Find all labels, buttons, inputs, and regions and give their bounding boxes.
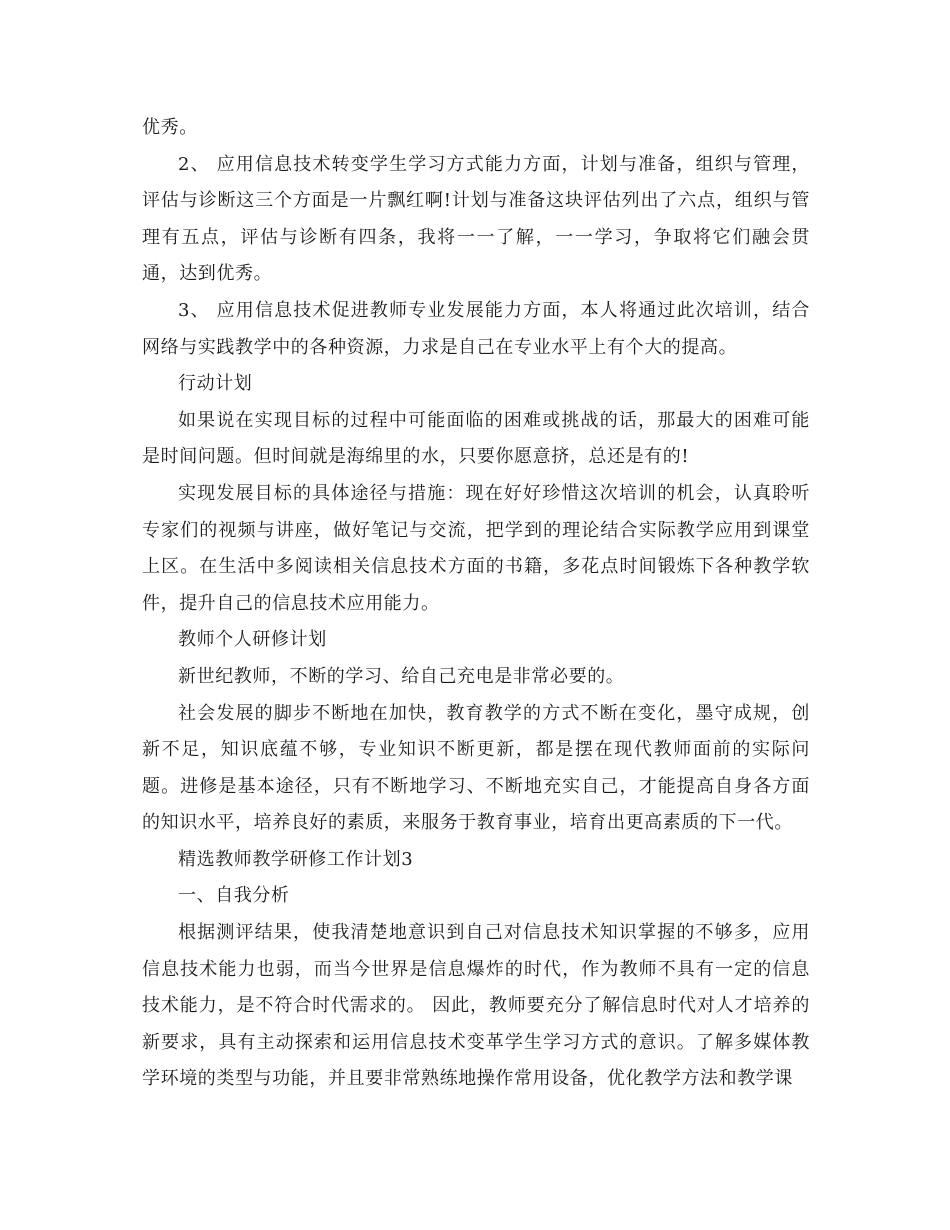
paragraph-challenges: 如果说在实现目标的过程中可能面临的困难或挑战的话，那最大的困难可能是时间问题。但时间就是海绵里的水，只要你愿意挤，总还是有的! [142,409,810,468]
paragraph-measures: 实现发展目标的具体途径与措施：现在好好珍惜这次培训的机会，认真聆听专家们的视频与讲座，做好笔记与交流，把学到的理论结合实际教学应用到课堂上区。在生活中多阅读相关信息技术方面的书籍，多花点时间锻炼下各种教学软件，提升自己的信息技术应用能力。 [142,482,810,614]
paragraph-item-2: 2、 应用信息技术转变学生学习方式能力方面，计划与准备，组织与管理，评估与诊断这三个方面是一片飘红啊!计划与准备这块评估列出了六点，组织与管理有五点，评估与诊断有四条，我将一一了解，一一学习，争取将它们融会贯通，达到优秀。 [142,153,810,285]
section-heading-self-analysis: 一、自我分析 [178,885,290,907]
paragraph-assessment-results: 根据测评结果，使我清楚地意识到自己对信息技术知识掌握的不够多，应用信息技术能力也弱，而当今世界是信息爆炸的时代，作为教师不具有一定的信息技术能力，是不符合时代需求的。 因此，教师要充分了解信息时代对人才培养的新要求，具有主动探索和运用信息技术变革学生学习方式的意识。了解多媒体教学环境的类型与功能，并且要非常熟练地操作常用设备，优化教学方法和教学课 [142,922,810,1090]
paragraph-social-development: 社会发展的脚步不断地在加快，教育教学的方式不断在变化，墨守成规，创新不足，知识底蕴不够，专业知识不断更新，都是摆在现代教师面前的实际问题。进修是基本途径，只有不断地学习、不断地充实自己，才能提高自身各方面的知识水平，培养良好的素质，来服务于教育事业，培育出更高素质的下一代。 [142,702,810,834]
section-heading-plan-3: 精选教师教学研修工作计划3 [178,848,414,870]
paragraph-continuation: 优秀。 [142,117,198,138]
section-heading-action-plan: 行动计划 [178,373,253,395]
document-body [142,110,810,1098]
paragraph-item-3: 3、 应用信息技术促进教师专业发展能力方面，本人将通过此次培训，结合网络与实践教学中的各种资源，力求是自己在专业水平上有个大的提高。 [142,299,810,358]
paragraph-new-century: 新世纪教师，不断的学习、给自己充电是非常必要的。 [178,665,625,687]
section-heading-personal-plan: 教师个人研修计划 [178,629,327,651]
